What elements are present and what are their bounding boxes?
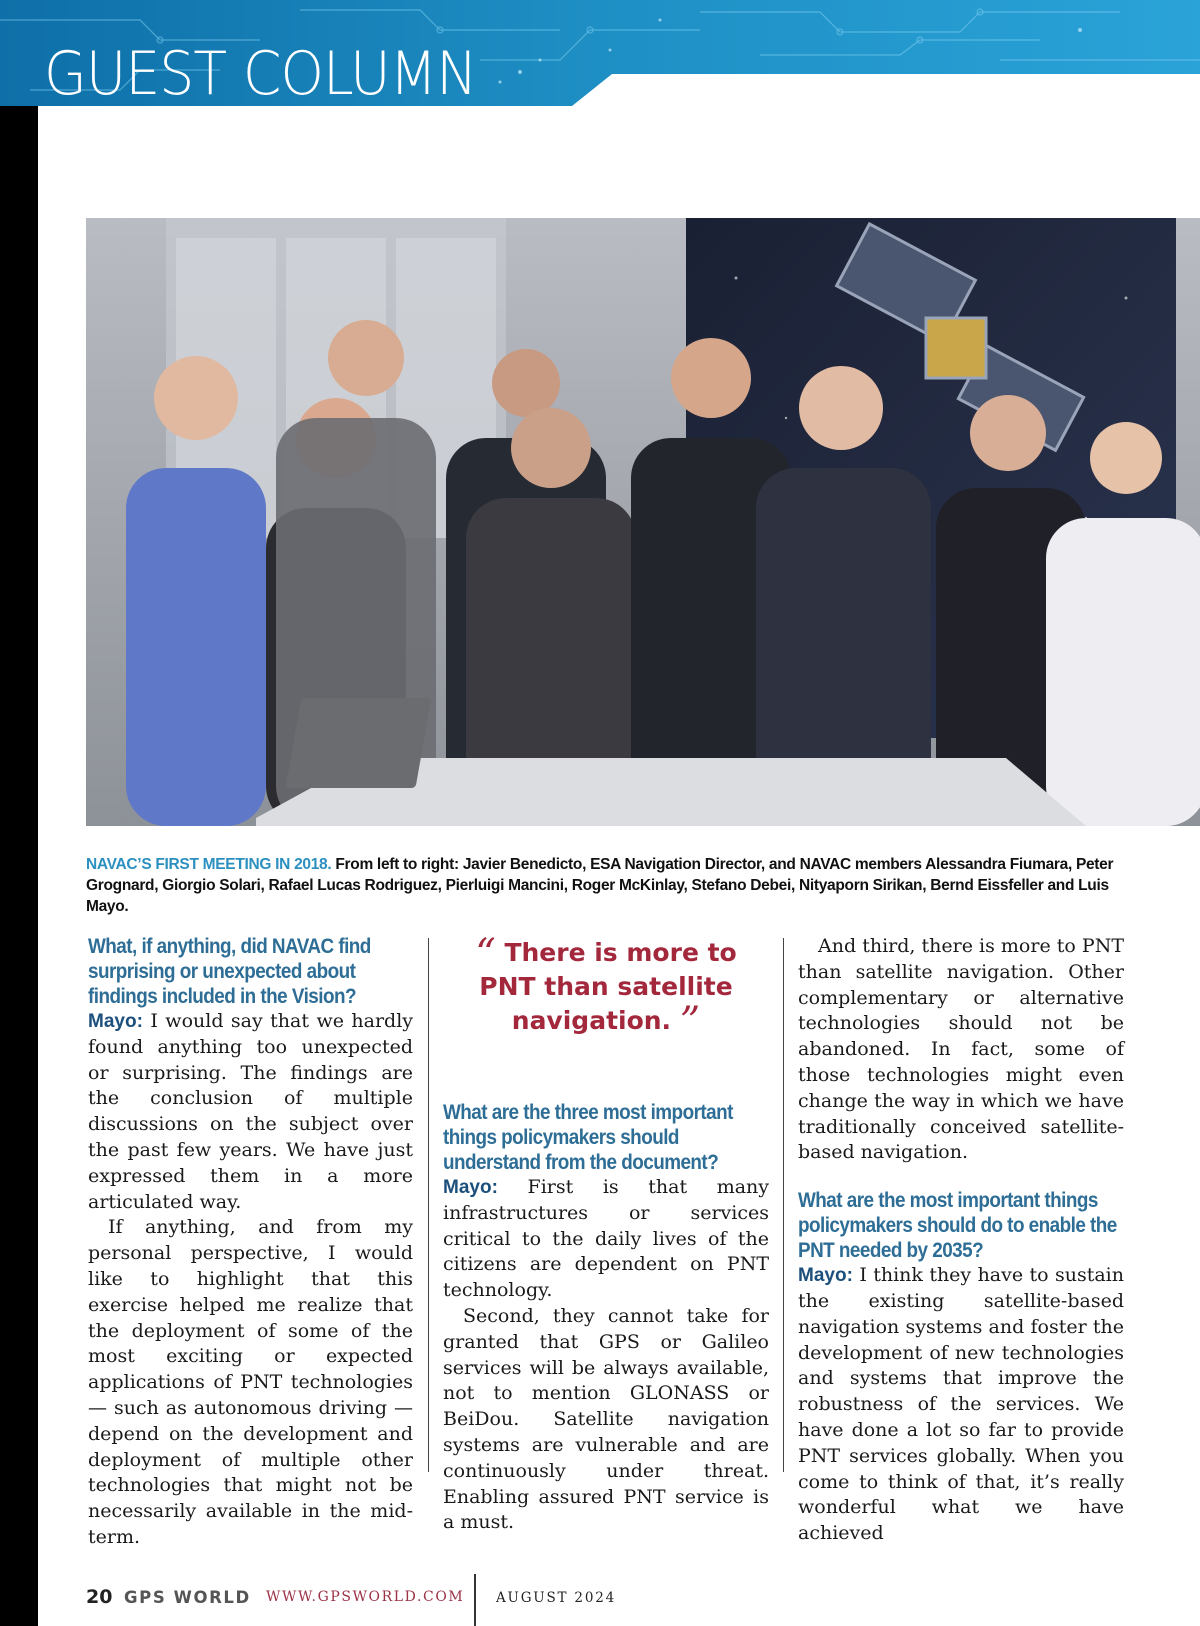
- open-quote-icon: “: [475, 931, 496, 977]
- article-column-3: [798, 934, 1124, 1547]
- interview-question: What are the three most important things policymakers should understand from the document?: [443, 1101, 733, 1174]
- speaker-label: Mayo:: [443, 1177, 498, 1198]
- group-photo: [86, 218, 1200, 826]
- caption-text: From left to right: Javier Benedicto, ESA Navigation Director, and NAVAC members Alessandra Fiumara, Peter Grognard, Giorgio Solari, Rafael Lucas Rodriguez, Pierluigi Mancini, Roger McKinlay, Stefano Debei, Nityaporn Sirikan, Bernd Eissfeller and Luis Mayo.: [86, 856, 1114, 915]
- column-divider: [783, 938, 784, 1472]
- article-column-1: [88, 934, 413, 1551]
- answer-text: First is that many infrastructures or services critical to the daily lives of the citizens are dependent on PNT technology.: [443, 1176, 770, 1302]
- interview-answer: [443, 1175, 769, 1304]
- photo-caption: [86, 854, 1146, 917]
- interview-question: What, if anything, did NAVAC find surprising or unexpected about findings included in the Vision?: [88, 935, 371, 1008]
- interview-answer: [798, 1263, 1124, 1547]
- body-paragraph: If anything, and from my personal perspective, I would like to highlight that this exercise helped me realize that the deployment of some of the most exciting or expected applications of PNT technologies — such as autonomous driving — depend on the development and deployment of multiple other technologies that might not be necessarily available in the mid-term.: [88, 1216, 413, 1548]
- column-divider: [428, 938, 429, 1472]
- body-paragraph: Second, they cannot take for granted that GPS or Galileo services will be always available, not to mention GLONASS or BeiDou. Satellite navigation systems are vulnerable and are continuously under threat. Enabling assured PNT service is a must.: [443, 1304, 769, 1534]
- pull-quote-text: There is more to PNT than satellite navigation.: [479, 938, 737, 1035]
- caption-lead: NAVAC’S FIRST MEETING IN 2018.: [86, 856, 332, 873]
- answer-text: I would say that we hardly found anything too unexpected or surprising. The findings are the conclusion of multiple discussions on the subject over the past few years. We have just expressed them in a more articulated way.: [88, 1010, 414, 1213]
- speaker-label: Mayo:: [88, 1011, 143, 1032]
- body-paragraph: And third, there is more to PNT than satellite navigation. Other complementary or alternative technologies should not be abandoned. In fact, some of those technologies might even change the way in which we have traditionally conceived satellite-based navigation.: [798, 935, 1124, 1164]
- answer-text: I think they have to sustain the existing satellite-based navigation systems and foster the development of new technologies and systems that improve the robustness of the services. We have done a lot so far to provide PNT services globally. When you come to think of that, it’s really wonderful what we have achieved: [798, 1264, 1124, 1545]
- page-number: 20: [86, 1586, 113, 1608]
- speaker-label: Mayo:: [798, 1265, 853, 1287]
- pull-quote: [443, 931, 769, 1045]
- section-banner: [0, 0, 1200, 112]
- publication-name: GPS WORLD: [124, 1588, 251, 1607]
- group-photo-illustration: [86, 218, 1200, 826]
- interview-answer: [88, 1009, 413, 1215]
- interview-question: What are the most important things policymakers should do to enable the PNT needed by 2035?: [798, 1189, 1117, 1263]
- section-title: GUEST COLUMN: [44, 39, 477, 109]
- close-quote-icon: ”: [679, 999, 701, 1045]
- page-spine-bar: [0, 106, 38, 1626]
- article-column-2: [443, 931, 770, 1536]
- issue-date: AUGUST 2024: [496, 1590, 616, 1606]
- footer-divider: [474, 1574, 476, 1626]
- publication-url[interactable]: WWW.GPSWORLD.COM: [266, 1589, 465, 1605]
